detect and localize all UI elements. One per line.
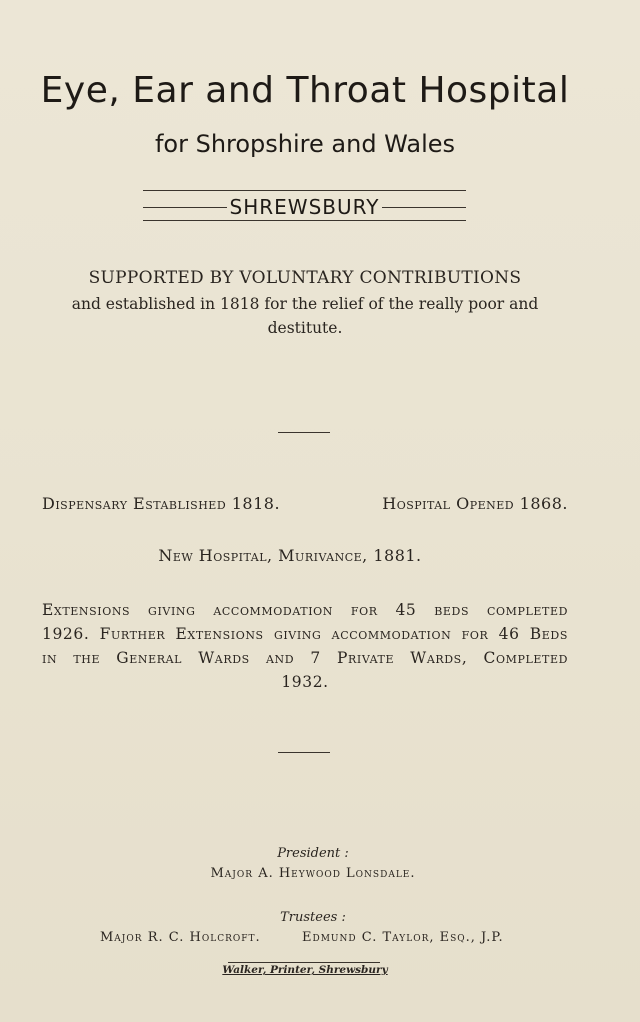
bottom-rule: [143, 220, 466, 221]
extensions-paragraph: Extensions giving accommodation for 45 beds completed 1926. Further Extensions giving accommodation for 46 Beds in the General Wards and 7 Private Wards, Completed 1932.: [42, 601, 568, 691]
established-statement: and established in 1818 for the relief of the really poor and destitute.: [71, 295, 539, 337]
president-name: Major A. Heywood Lonsdale.: [210, 866, 416, 881]
page-title: Eye, Ear and Throat Hospital: [40, 70, 570, 111]
supported-statement: SUPPORTED BY VOLUNTARY CONTRIBUTIONS: [88, 268, 522, 288]
city-rule-right: [382, 207, 466, 208]
page-subtitle: for Shropshire and Wales: [154, 130, 456, 158]
city-name: SHREWSBURY: [229, 195, 380, 219]
new-hospital: New Hospital, Murivance, 1881.: [158, 546, 422, 565]
trustees-label: Trustees :: [280, 910, 346, 925]
section-divider: [278, 752, 330, 753]
section-divider: [278, 432, 330, 433]
dispensary-established: Dispensary Established 1818.: [42, 494, 281, 513]
city-banner: [143, 195, 466, 219]
trustee-name: Edmund C. Taylor, Esq., J.P.: [302, 930, 504, 945]
top-rule: [143, 190, 466, 191]
printer-rule: [228, 962, 380, 963]
trustee-name: Major R. C. Holcroft.: [100, 930, 261, 945]
city-rule-left: [143, 207, 227, 208]
printer-imprint: Walker, Printer, Shrewsbury: [222, 964, 388, 976]
hospital-opened: Hospital Opened 1868.: [382, 494, 568, 513]
president-label: President :: [277, 846, 349, 861]
